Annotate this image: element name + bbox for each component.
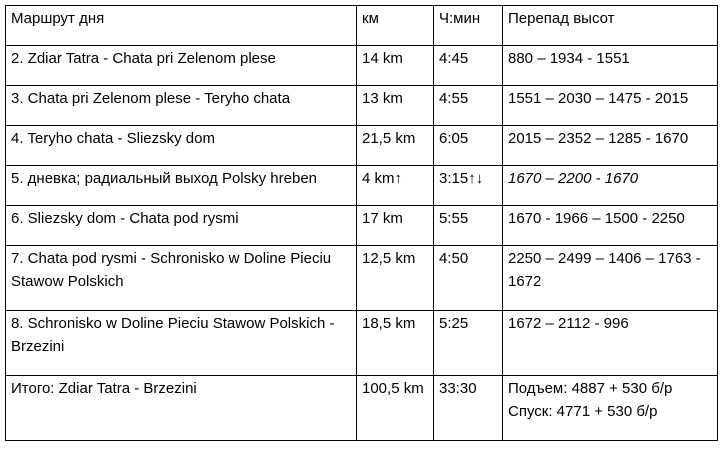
time-cell: 5:25 bbox=[434, 311, 503, 376]
route-cell: 6. Sliezsky dom - Chata pod rysmi bbox=[6, 206, 357, 246]
route-cell: 4. Teryho chata - Sliezsky dom bbox=[6, 126, 357, 166]
time-cell: 4:45 bbox=[434, 46, 503, 86]
elevation-cell: 1551 – 2030 – 1475 - 2015 bbox=[503, 86, 718, 126]
total-elevation-cell bbox=[503, 376, 718, 441]
elevation-cell: 1670 - 1966 – 1500 - 2250 bbox=[503, 206, 718, 246]
total-km-cell: 100,5 km bbox=[357, 376, 434, 441]
km-cell: 18,5 km bbox=[357, 311, 434, 376]
table-row bbox=[6, 246, 718, 311]
header-route: Маршрут дня bbox=[6, 6, 357, 46]
km-cell: 14 km bbox=[357, 46, 434, 86]
table-total-row bbox=[6, 376, 718, 441]
km-cell: 21,5 km bbox=[357, 126, 434, 166]
table-row bbox=[6, 126, 718, 166]
table-row bbox=[6, 166, 718, 206]
route-cell: 3. Chata pri Zelenom plese - Teryho chata bbox=[6, 86, 357, 126]
total-route-cell: Итого: Zdiar Tatra - Brzezini bbox=[6, 376, 357, 441]
table-header-row bbox=[6, 6, 718, 46]
time-cell: 4:55 bbox=[434, 86, 503, 126]
time-cell: 5:55 bbox=[434, 206, 503, 246]
total-time-cell: 33:30 bbox=[434, 376, 503, 441]
elevation-cell: 2015 – 2352 – 1285 - 1670 bbox=[503, 126, 718, 166]
elevation-cell: 880 – 1934 - 1551 bbox=[503, 46, 718, 86]
km-cell: 12,5 km bbox=[357, 246, 434, 311]
km-cell: 17 km bbox=[357, 206, 434, 246]
time-cell: 3:15↑↓ bbox=[434, 166, 503, 206]
table-row bbox=[6, 311, 718, 376]
table-row bbox=[6, 206, 718, 246]
route-cell: 5. дневка; радиальный выход Polsky hreben bbox=[6, 166, 357, 206]
route-cell: 2. Zdiar Tatra - Chata pri Zelenom plese bbox=[6, 46, 357, 86]
total-ascent: Подъем: 4887 + 530 б/р bbox=[508, 380, 673, 397]
route-table bbox=[5, 5, 718, 441]
route-cell: 8. Schronisko w Doline Pieciu Stawow Polskich - Brzezini bbox=[6, 311, 357, 376]
table-row bbox=[6, 46, 718, 86]
header-time: Ч:мин bbox=[434, 6, 503, 46]
route-cell: 7. Chata pod rysmi - Schronisko w Doline Pieciu Stawow Polskich bbox=[6, 246, 357, 311]
km-cell: 4 km↑ bbox=[357, 166, 434, 206]
elevation-cell: 1670 – 2200 - 1670 bbox=[503, 166, 718, 206]
total-descent: Спуск: 4771 + 530 б/р bbox=[508, 403, 658, 420]
header-km: км bbox=[357, 6, 434, 46]
elevation-cell: 2250 – 2499 – 1406 – 1763 - 1672 bbox=[503, 246, 718, 311]
time-cell: 4:50 bbox=[434, 246, 503, 311]
time-cell: 6:05 bbox=[434, 126, 503, 166]
elevation-cell: 1672 – 2112 - 996 bbox=[503, 311, 718, 376]
table-row bbox=[6, 86, 718, 126]
km-cell: 13 km bbox=[357, 86, 434, 126]
header-elevation: Перепад высот bbox=[503, 6, 718, 46]
